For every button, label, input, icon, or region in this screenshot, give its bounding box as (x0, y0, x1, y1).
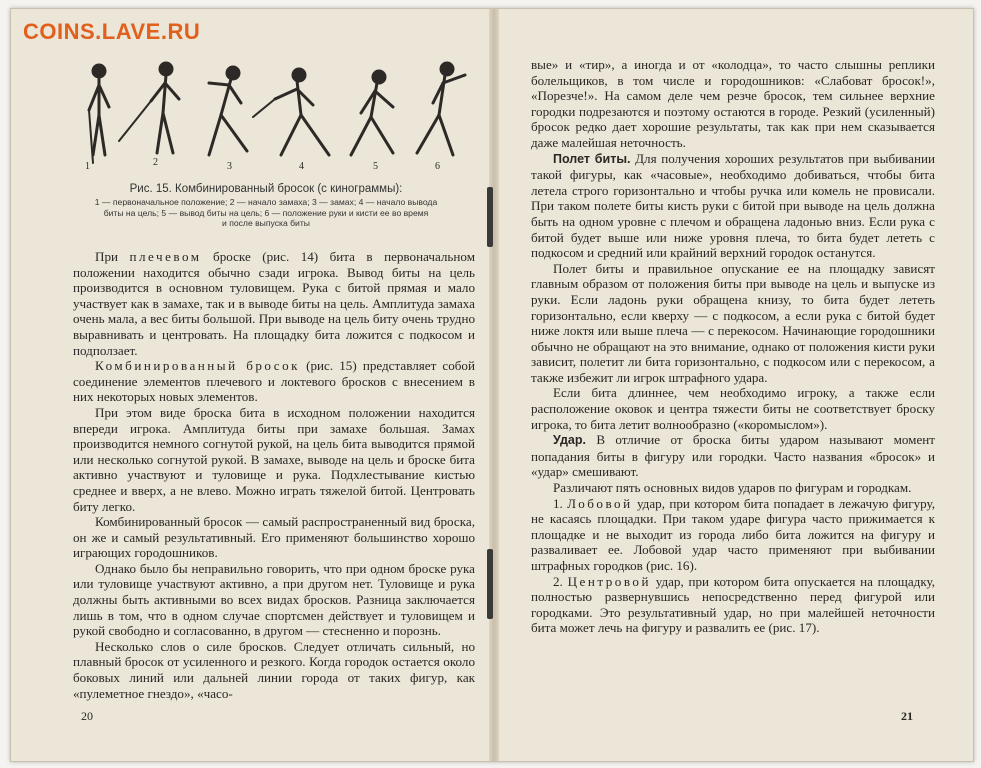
left-body-text (73, 249, 475, 701)
paragraph (531, 432, 935, 480)
text-run: При (95, 249, 130, 264)
bold-heading: Удар. (553, 433, 586, 448)
page-number: 20 (81, 709, 93, 723)
figure-number: 6 (435, 161, 440, 172)
figure-number: 4 (299, 161, 304, 172)
staple (487, 187, 493, 247)
left-page (11, 9, 493, 761)
paragraph (531, 496, 935, 574)
bold-heading: Полет биты. (553, 151, 631, 166)
figure-6 (417, 63, 465, 155)
book-gutter (489, 9, 499, 761)
text-run: 1. (553, 495, 568, 511)
right-body-text (531, 57, 935, 636)
text-run: броске (рис. 14) бита в первоначальном положении находится обычно сзади игрока. Вывод биты на цель производится в основном туловищем. Рука с битой прямая и мало участвует как в замахе, так и в выводе биты на цель. Амплитуда замаха очень мала, а вес биты большой. При выводе на цель биту очень трудно выравнивать и центровать. На площадку бита ложится с подкосом и подползает. (73, 249, 475, 358)
book-spread (10, 8, 974, 762)
text-run: В отличие от броска биты ударом называют момент попадания биты в фигуру или городки. Часто названия «бросок» и «удар» смешивают. (531, 432, 935, 480)
figure-caption (81, 183, 451, 229)
paragraph (531, 151, 935, 261)
caption-line: биты на цель; 5 — вывод биты на цель; 6 — положение руки и кисти ее во время (103, 207, 429, 218)
paragraph: Полет биты и правильное опускание ее на площадку зависят главным образом от положения биты при выводе на цель и выпуске из руки. Если ладонь руки обращена книзу, то бита будет лететь горизонтально, если кверху — с подкосом, а если рука с битой будет ниже локтя или выше плеча — с перекосом. Начинающие городошники обычно не обращают на это внимание, однако от положения кисти руки зависит, полетит ли бита горизонтально, с подкосом или с перекосом, а также избежит ли игрок штрафного удара. (531, 260, 935, 385)
spaced-term: Лобовой (567, 495, 633, 511)
right-page (493, 9, 973, 761)
figure-number: 3 (227, 161, 232, 172)
figure-2 (119, 63, 179, 153)
figure-number: 2 (153, 157, 158, 168)
figure-5 (351, 71, 393, 155)
spaced-term: плечевом (129, 249, 202, 264)
paragraph: При этом виде броска бита в исходном положении находится впереди игрока. Амплитуда биты при замахе большая. Замах производится немного согнутой рукой, на цель бита выводится прямой или несколько согнутой рукой. В замахе, выводе на цель и броске бита активно участвуют и туловище и рука. Подхлестывание кистью среднее и вверх, а не влево. Можно играть тяжелой битой. Центровать биту легко. (73, 404, 475, 514)
paragraph: Несколько слов о силе бросков. Следует отличать сильный, но плавный бросок от усиленного и резкого. Когда городок остается около боковых линий или дальней линии города от таких фигур, как «пулеметное гнездо», «часо- (73, 638, 475, 701)
paragraph: Различают пять основных видов ударов по фигурам и городкам. (553, 480, 912, 496)
caption-line: и после выпуска биты (222, 218, 310, 228)
text-run: 2. (553, 573, 568, 589)
spaced-term: Центровой (567, 573, 651, 589)
page-number: 21 (901, 709, 913, 723)
paragraph (531, 574, 935, 636)
paragraph: Если бита длиннее, чем необходимо игроку, а также если расположение оковок и центра тяжести биты не соответствует броску игрока, то бита летит волнообразно («коромыслом»). (531, 385, 935, 432)
kinogram-figure (61, 55, 471, 175)
figure-4 (253, 69, 329, 155)
paragraph: Однако было бы неправильно говорить, что при одном броске рука или туловище участвуют активно, а при другом нет. Туловище и рука должны быть активными во всех видах бросков. Разница заключается лишь в том, что в одном случае спортсмен действует и туловищем и рукой свободно и согласованно, в другом — стесненно и порознь. (73, 560, 475, 639)
text-run: удар, при котором бита опускается на площадку, полностью развернувшись непосредственно перед фигурой или городками. Это результативный удар, но при малейшей неточности бита может лечь на фигуру и развалить ее (рис. 17). (531, 573, 936, 636)
watermark: COINS.LAVE.RU (23, 19, 201, 44)
caption-title: Рис. 15. Комбинированный бросок (с кинограммы): (129, 183, 403, 195)
paragraph (73, 358, 475, 405)
text-run: (рис. 15) представляет собой соединение элементов плечевого и локтевого бросков с внесением в них некоторых новых элементов. (73, 358, 475, 405)
staple (487, 549, 493, 619)
figure-1 (89, 65, 109, 163)
caption-line: 1 — первоначальное положение; 2 — начало замаха; 3 — замах; 4 — начало вывода (94, 197, 438, 207)
text-run: Для получения хороших результатов при выбивании такой фигуры, как «часовые», необходимо добиваться, чтобы бита летела строго горизонтально и чтобы ручка или комель не провисали. При таком полете биты кисть руки с битой при выводе на цель должна быть на одном уровне с плечом и обращена ладонью вниз. Если рука с битой будет выше или ниже уровня плеча, то бита будет лететь с подкосом и средний или крайний верхний городок останутся. (531, 150, 935, 261)
paragraph: Комбинированный бросок — самый распространенный вид броска, он же и самый результативный. Его применяют большинство хорошо играющих городошников. (73, 514, 475, 561)
figure-3 (209, 67, 247, 155)
figure-number: 1 (85, 161, 90, 172)
paragraph (73, 249, 475, 358)
spaced-term: Комбинированный бросок (95, 358, 301, 374)
paragraph: вые» и «тир», а иногда и от «колодца», то часто слышны реплики болельщиков, в том числе и городошников: «Слабоват бросок!», «Порезче!». На самом деле чем резче бросок, тем сильнее верхние городки подрезаются и поэтому остаются в городе. Резкий (усиленный) бросок редко дает хорошие результаты, так как при нем сказывается даже малейшая неточность. (531, 57, 935, 150)
figure-number: 5 (373, 161, 378, 172)
text-run: удар, при котором бита попадает в лежачую фигуру, не касаясь площадки. При таком ударе фигура часто прижимается к площадке и не выходит из города либо бита ложится на фигуру и разваливает ее. Лобовой удар часто применяют при выбивании штрафных городков (рис. 16). (531, 495, 935, 573)
